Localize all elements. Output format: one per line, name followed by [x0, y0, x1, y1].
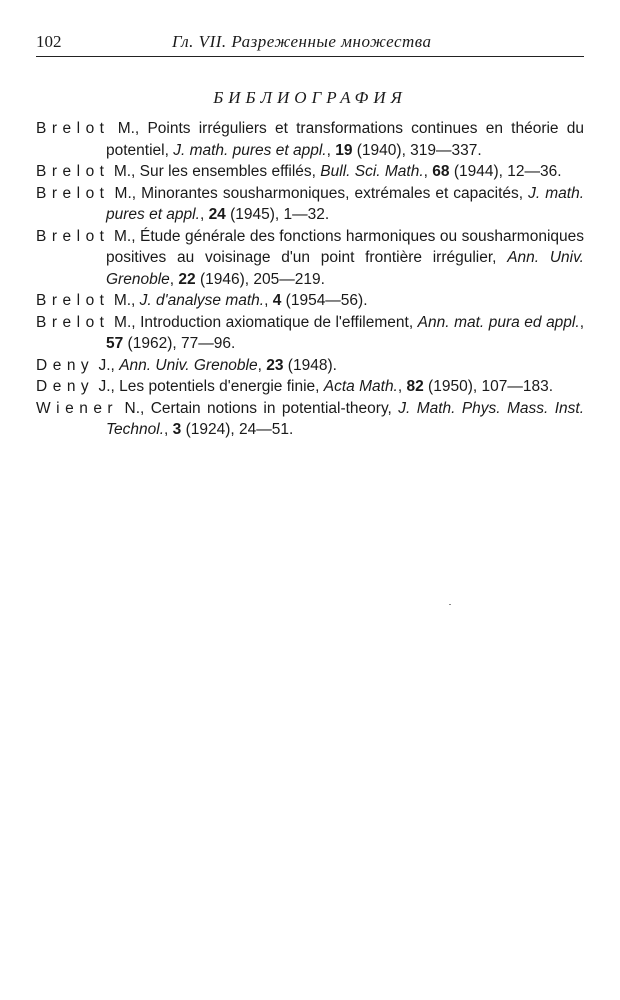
entry-initials: M.,	[113, 292, 136, 309]
entry-volume: 68	[432, 163, 450, 180]
entry-author: Wiener	[36, 399, 119, 417]
entry-initials: M.,	[113, 163, 136, 180]
entry-title: Points irréguliers et transformations continues en théorie du potentiel,	[106, 120, 584, 159]
running-title: Гл. VII. Разреженные множества	[172, 32, 432, 51]
entry-title: Sur les ensembles effilés,	[135, 163, 321, 180]
entry-title: Les potentiels d'energie finie,	[114, 378, 324, 395]
entry-initials: J.,	[98, 378, 115, 395]
entry-author: Brelot	[36, 163, 110, 180]
section-heading: БИБЛИОГРАФИЯ	[213, 88, 407, 107]
entry-volume: 24	[208, 206, 226, 223]
entry-journal: J. math. pures et appl.	[173, 141, 327, 159]
entry-journal: J. math. pures et appl.	[106, 184, 584, 223]
entry-details: (1948).	[283, 356, 337, 374]
entry-volume: 57	[106, 335, 124, 352]
entry-journal: Ann. mat. pura ed appl.	[417, 313, 580, 331]
entry-initials: M.,	[114, 184, 137, 202]
entry-details: (1962), 77—96.	[123, 335, 236, 352]
entry-details: (1946), 205—219.	[195, 270, 325, 288]
page-number: 102	[36, 32, 62, 51]
header-rule	[36, 56, 584, 57]
entry-details: (1954—56).	[281, 292, 368, 309]
bibliography-entry: Deny J., Les potentiels d'energie finie, Acta Math., 82 (1950), 107—183.	[36, 378, 554, 395]
print-speck	[449, 604, 451, 605]
entry-title: Introduction axiomatique de l'effilement,	[135, 313, 418, 331]
entry-details: (1924), 24—51.	[181, 421, 294, 438]
entry-author: Brelot	[36, 292, 110, 309]
entry-initials: M.,	[114, 227, 136, 245]
entry-journal: J. d'analyse math.	[139, 292, 265, 309]
entry-details: (1945), 1—32.	[225, 206, 330, 223]
entry-author: Brelot	[36, 120, 110, 137]
entry-volume: 23	[266, 356, 284, 374]
entry-title: Certain notions in potential-theory,	[144, 399, 399, 417]
entry-volume: 4	[272, 292, 282, 309]
entry-details: (1944), 12—36.	[449, 163, 562, 180]
entry-details: (1950), 107—183.	[423, 378, 554, 395]
entry-author: Brelot	[36, 184, 110, 202]
entry-initials: M.,	[117, 120, 140, 137]
entry-title: Étude générale des fonctions harmoniques ou sousharmoniques positives au voisinage d'un point frontière irrégulier,	[106, 227, 584, 266]
entry-journal: Ann. Univ. Grenoble	[119, 356, 258, 374]
entry-initials: J.,	[98, 356, 115, 374]
entry-title: Minorantes sousharmoniques, extrémales et capacités,	[136, 184, 529, 202]
entry-volume: 22	[178, 270, 196, 288]
bibliography-entry: Wiener N., Certain notions in potential-theory, J. Math. Phys. Mass. Inst. Technol., 3 (1924), 24—51.	[36, 399, 584, 438]
entry-author: Deny	[36, 356, 95, 374]
entry-author: Brelot	[36, 313, 110, 331]
entry-journal: Bull. Sci. Math.	[320, 163, 424, 180]
bibliography-entry: Brelot M., J. d'analyse math., 4 (1954—56).	[36, 292, 368, 309]
entry-journal: Ann. Univ. Grenoble	[106, 249, 584, 288]
entry-volume: 3	[172, 421, 182, 438]
entry-volume: 82	[406, 378, 424, 395]
bibliography-list	[36, 118, 584, 441]
entry-author: Brelot	[36, 227, 110, 245]
bibliography-entry: Deny J., Ann. Univ. Grenoble, 23 (1948).	[36, 356, 337, 374]
bibliography-entry: Brelot M., Sur les ensembles effilés, Bull. Sci. Math., 68 (1944), 12—36.	[36, 163, 562, 180]
entry-details: (1940), 319—337.	[352, 141, 482, 159]
entry-initials: N.,	[124, 399, 145, 417]
bibliography-entry: Brelot M., Points irréguliers et transformations continues en théorie du potentiel, J. math. pures et appl., 19 (1940), 319—337.	[36, 120, 584, 159]
entry-journal: Acta Math.	[323, 378, 398, 395]
bibliography-entry: Brelot M., Minorantes sousharmoniques, extrémales et capacités, J. math. pures et appl., 24 (1945), 1—32.	[36, 184, 584, 223]
entry-initials: M.,	[114, 313, 136, 331]
bibliography-entry: Brelot M., Introduction axiomatique de l'effilement, Ann. mat. pura ed appl., 57 (1962), 77—96.	[36, 313, 584, 352]
entry-journal: J. Math. Phys. Mass. Inst. Technol.	[106, 399, 584, 438]
page-header	[36, 30, 584, 54]
entry-volume: 19	[335, 141, 353, 159]
bibliography-entry: Brelot M., Étude générale des fonctions harmoniques ou sousharmoniques positives au voisinage d'un point frontière irrégulier, Ann. Univ. Grenoble, 22 (1946), 205—219.	[36, 227, 584, 288]
entry-author: Deny	[36, 378, 95, 395]
